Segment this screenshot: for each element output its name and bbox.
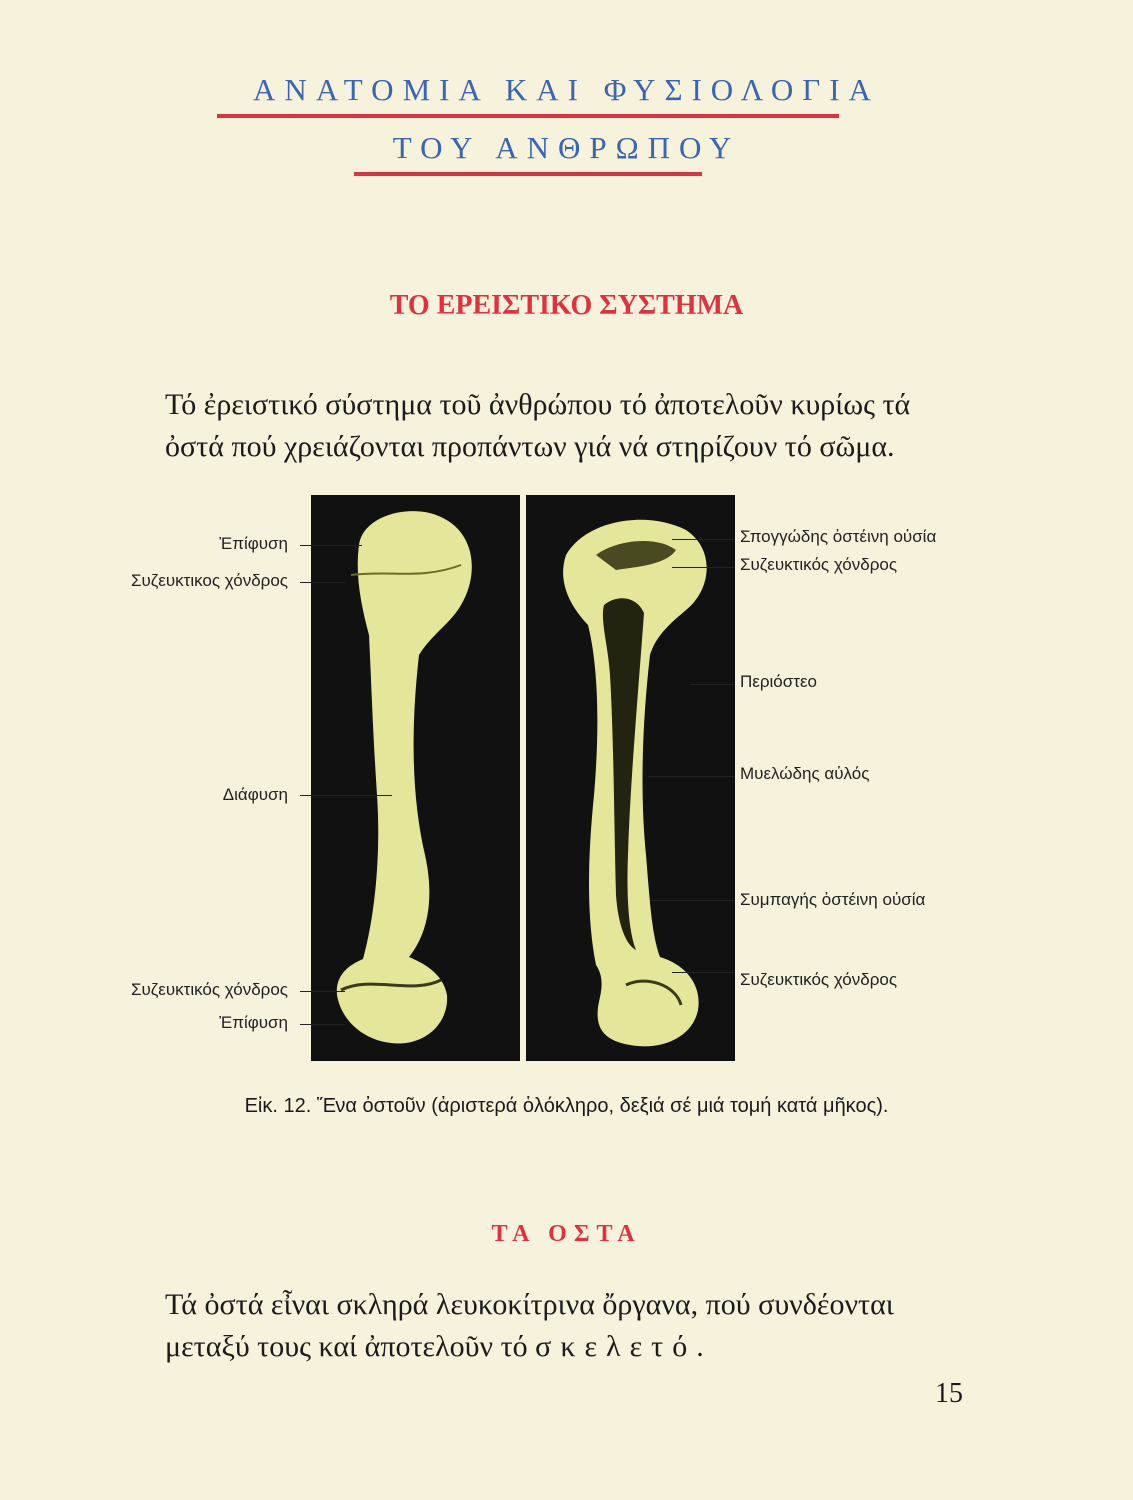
title-underline-1 <box>217 114 839 118</box>
leader-epiphysis-bottom <box>300 1024 345 1025</box>
leader-cartilage-bottom-right <box>672 972 734 973</box>
section-title-bones: ΤΑ ΟΣΤΑ <box>491 1221 642 1247</box>
leader-spongy <box>672 539 734 540</box>
bone-section-photo <box>526 495 735 1061</box>
section2-line2-prefix: μεταξύ τους καί ἀποτελοῦν τό <box>165 1330 528 1363</box>
book-title-line2: ΤΟΥ ΑΝΘΡΩΠΟΥ <box>392 130 741 165</box>
label-cartilage-bottom-right: Συζευκτικός χόνδρος <box>740 970 898 989</box>
section1-line1: Τό ἐρειστικό σύστημα τοῦ ἀνθρώπου τό ἀποτελοῦν κυρίως τά <box>165 388 911 421</box>
label-epiphysis-bottom: Ἐπίφυση <box>219 1013 288 1032</box>
leader-medullary <box>648 776 734 777</box>
label-periosteum: Περιόστεο <box>740 672 817 691</box>
page-number: 15 <box>935 1378 963 1409</box>
label-medullary-cavity: Μυελώδης αὐλός <box>740 764 870 783</box>
leader-compact <box>650 900 734 901</box>
whole-bone-photo <box>311 495 520 1061</box>
leader-diaphysis <box>300 795 392 796</box>
leader-cartilage-top-left <box>300 582 345 583</box>
section2-line2 <box>165 1326 965 1368</box>
section1-line2: ὀστά πού χρειάζονται προπάντων γιά νά στηρίζουν τό σῶμα. <box>165 430 895 463</box>
bone-section-silhouette <box>563 520 707 1047</box>
label-spongy-bone: Σπογγώδης ὀστέινη οὐσία <box>740 527 937 546</box>
section2-line2-emphasis: σκελετό. <box>535 1330 713 1363</box>
figure-caption: Εἰκ. 12. Ἕνα ὀστοῦν (ἀριστερά ὁλόκληρο, δεξιά σέ μιά τομή κατά μῆκος). <box>244 1095 889 1117</box>
section2-paragraph <box>165 1284 965 1368</box>
label-diaphysis: Διάφυση <box>222 785 288 804</box>
title-underline-2 <box>354 172 702 176</box>
section2-line1: Τά ὀστά εἶναι σκληρά λευκοκίτρινα ὄργανα, πού συνδέονται <box>165 1288 894 1321</box>
label-cartilage-top-left: Συζευκτικος χόνδρος <box>130 571 288 590</box>
leader-epiphysis-top <box>300 545 362 546</box>
label-epiphysis-top: Ἐπίφυση <box>219 534 288 553</box>
leader-periosteum <box>690 684 734 685</box>
label-compact-bone: Συμπαγής ὀστέινη οὐσία <box>740 890 926 909</box>
leader-cartilage-bottom-left <box>300 991 345 992</box>
section-title-skeletal-system: ΤΟ ΕΡΕΙΣΤΙΚΟ ΣΥΣΤΗΜΑ <box>389 290 744 321</box>
label-cartilage-bottom-left: Συζευκτικός χόνδρος <box>130 980 288 999</box>
leader-cartilage-top-right <box>672 567 734 568</box>
section1-paragraph <box>165 384 965 468</box>
label-cartilage-top-right: Συζευκτικός χόνδρος <box>740 555 898 574</box>
bone-silhouette <box>337 511 472 1043</box>
book-title-line1: ΑΝΑΤΟΜΙΑ ΚΑΙ ΦΥΣΙΟΛΟΓΙΑ <box>253 72 880 107</box>
